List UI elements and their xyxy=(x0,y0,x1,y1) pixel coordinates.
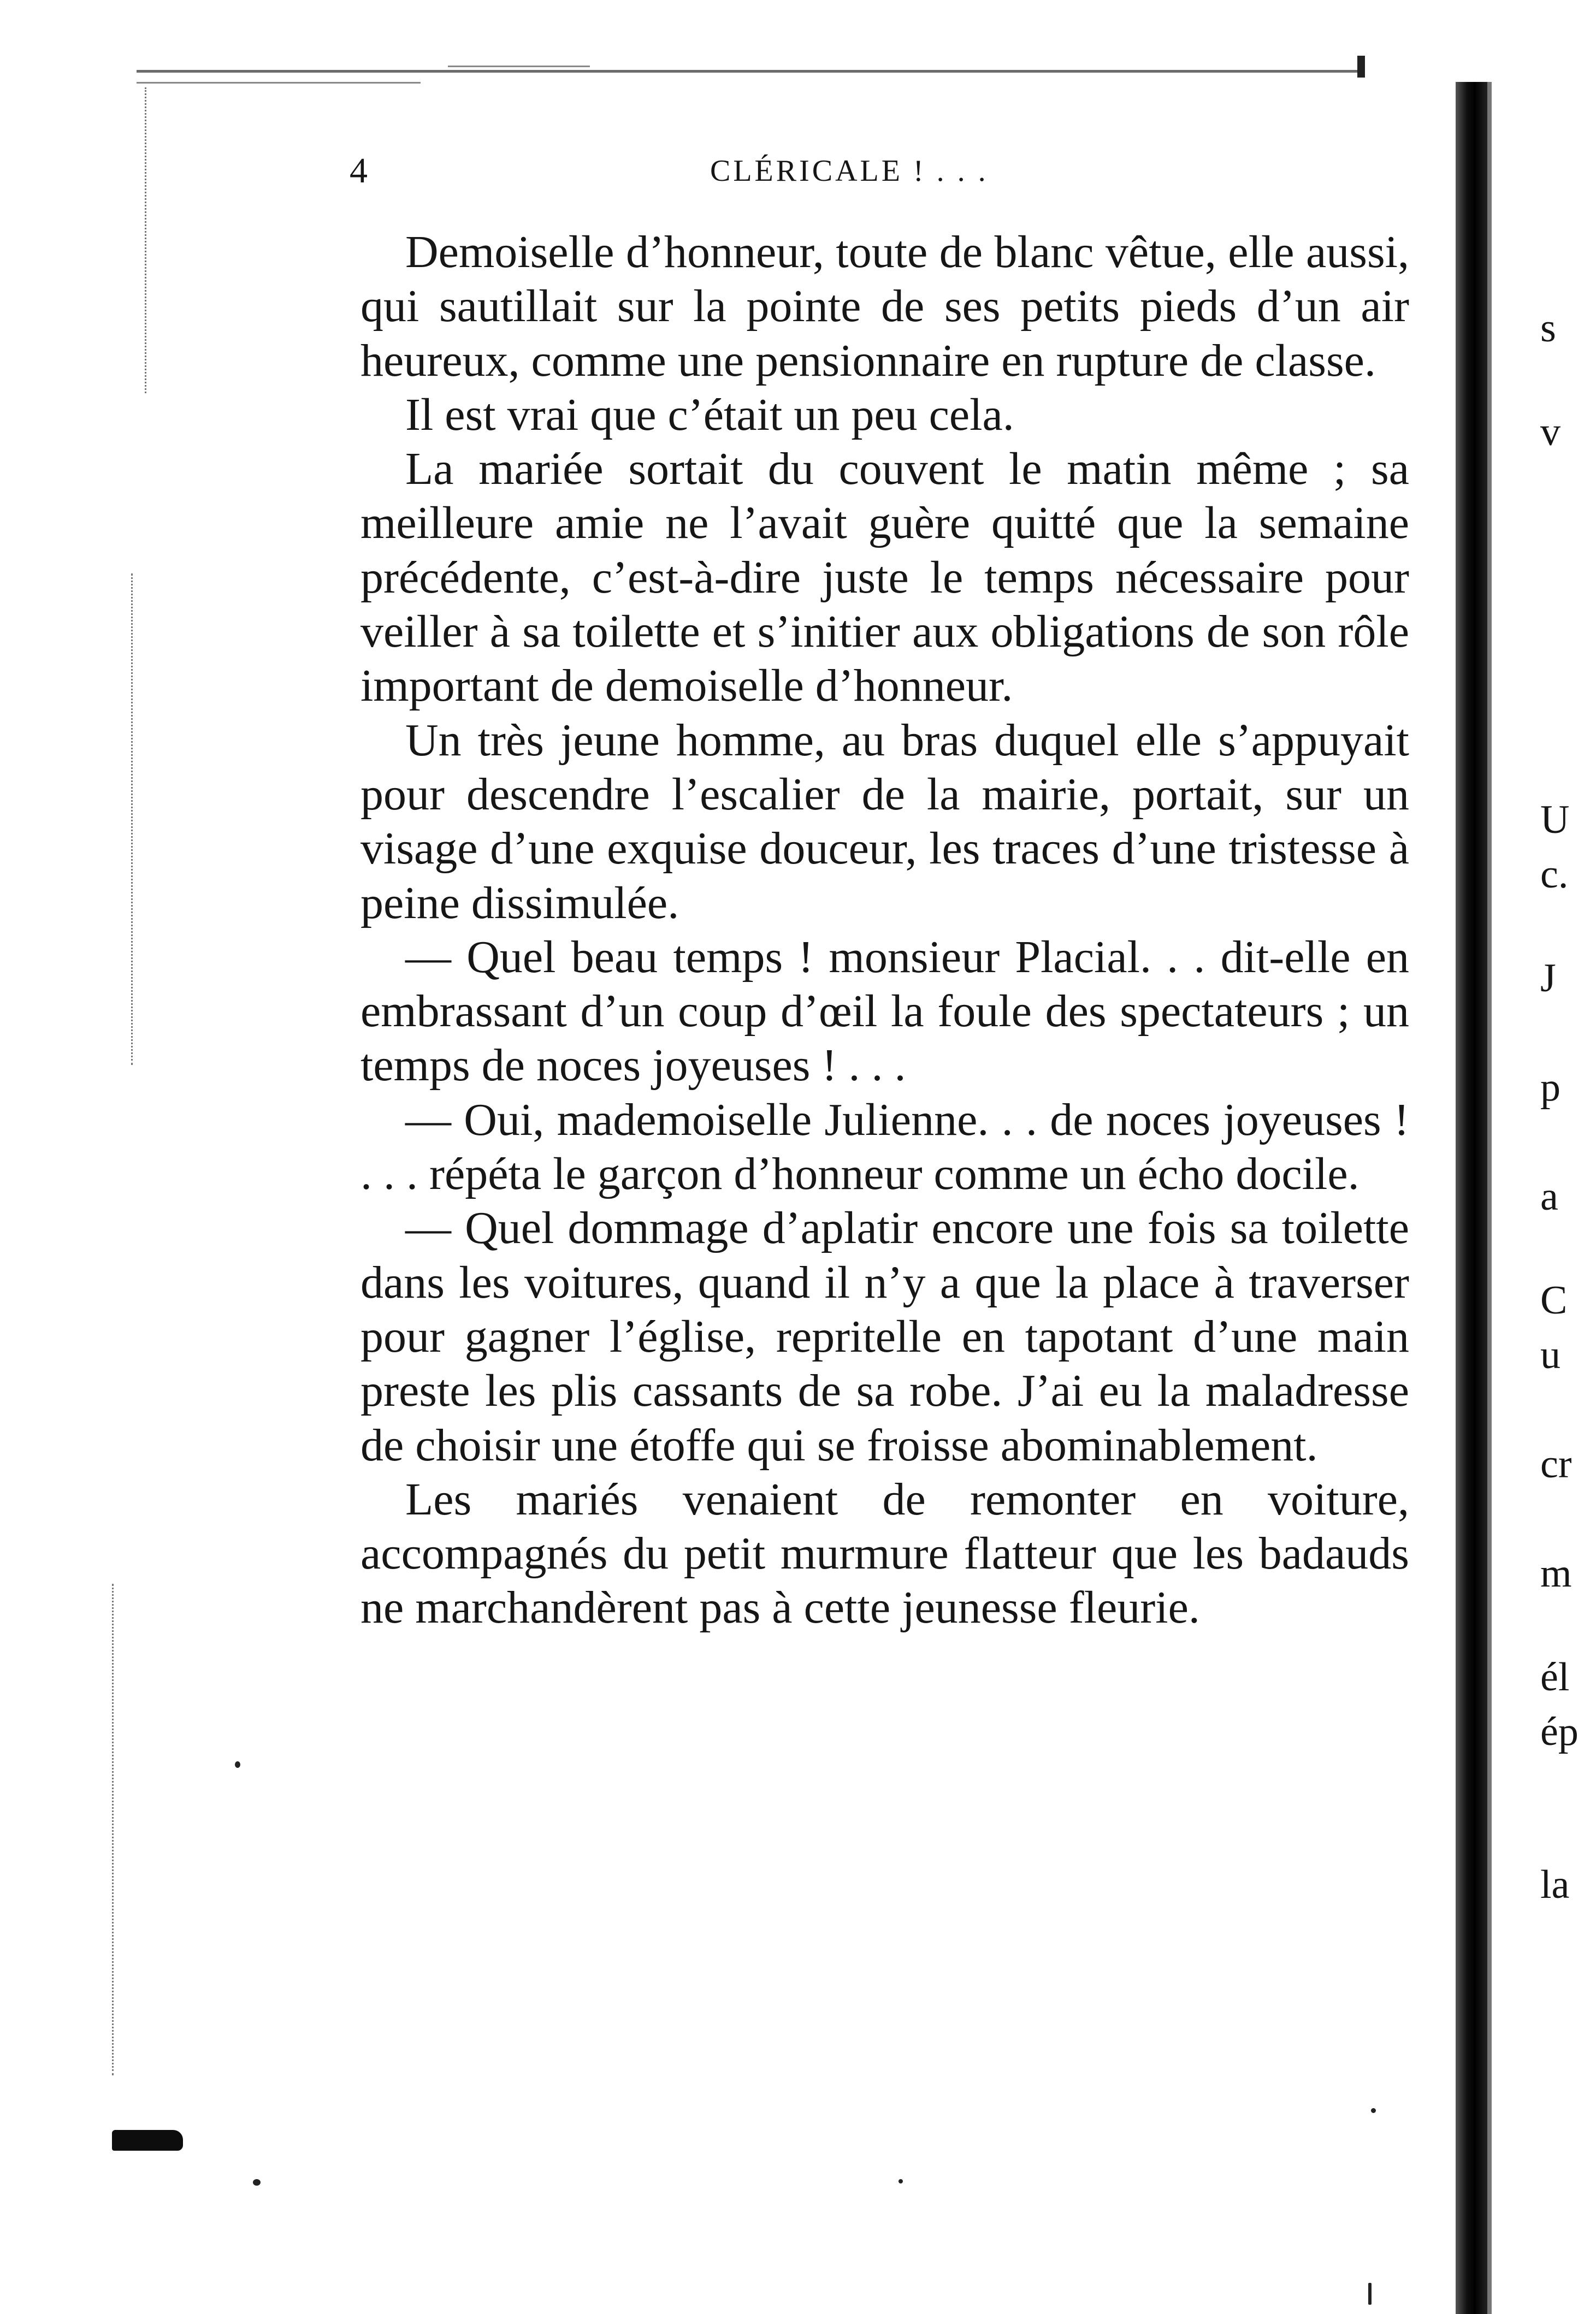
facing-page-fragments xyxy=(1540,225,1596,1973)
top-rule xyxy=(137,70,1360,73)
scan-noise xyxy=(112,1584,115,2075)
facing-page-fragment: él xyxy=(1540,1655,1570,1700)
paragraph: — Oui, mademoiselle Julienne. . . de noces joyeuses ! . . . répéta le garçon d’honneur comme un écho docile. xyxy=(360,1094,1409,1200)
running-head xyxy=(350,146,1223,196)
page-number: 4 xyxy=(350,151,368,191)
scan-dash xyxy=(137,82,421,84)
ink-speck xyxy=(253,2179,261,2186)
facing-page-fragment: p xyxy=(1540,1065,1560,1110)
facing-page-fragment: J xyxy=(1540,956,1556,1001)
ink-speck xyxy=(1368,2283,1372,2305)
facing-page-fragment: cr xyxy=(1540,1442,1572,1487)
ink-blot xyxy=(112,2130,183,2151)
paragraph: — Quel beau temps ! monsieur Placial. . . dit-elle en embrassant d’un coup d’œil la foule des spectateurs ; un temps de noces joyeuses ! . . . xyxy=(360,931,1409,1091)
paragraph: Demoiselle d’honneur, toute de blanc vêtue, elle aussi, qui sautillait sur la pointe de ses petits pieds d’un air heureux, comme une pensionnaire en rupture de classe. xyxy=(360,227,1409,386)
scan-noise xyxy=(131,573,134,1065)
ink-speck xyxy=(899,2179,903,2183)
scan-noise xyxy=(145,87,148,393)
book-spine-edge xyxy=(1487,82,1492,2314)
paragraph: Il est vrai que c’était un peu cela. xyxy=(405,389,1014,440)
top-rule-mark xyxy=(1357,56,1365,78)
body-text xyxy=(360,225,1409,1635)
paragraph: — Quel dommage d’aplatir encore une fois sa toilette dans les voitures, quand il n’y a que la place à traverser pour gagner l’église, repritelle en tapotant d’une main preste les plis cassants de sa robe. J’ai eu la maladresse de choisir une étoffe qui se froisse abominablement. xyxy=(360,1203,1409,1471)
facing-page-fragment: v xyxy=(1540,410,1560,454)
paragraph: La mariée sortait du couvent le matin même ; sa meilleure amie ne l’avait guère quitté que la semaine précédente, c’est-à-dire juste le temps nécessaire pour veiller à sa toilette et s’initier aux obligations de son rôle important de demoiselle d’honneur. xyxy=(360,443,1409,712)
running-title: CLÉRICALE ! . . . xyxy=(710,154,989,188)
book-spine-shadow xyxy=(1456,82,1487,2314)
scan-dash xyxy=(448,66,590,67)
facing-page-fragment: u xyxy=(1540,1333,1560,1377)
facing-page-fragment: U xyxy=(1540,797,1570,842)
facing-page-fragment: a xyxy=(1540,1174,1558,1219)
ink-speck xyxy=(235,1761,240,1768)
facing-page-fragment: la xyxy=(1540,1862,1570,1907)
facing-page-fragment: s xyxy=(1540,306,1556,351)
paragraph: Les mariés venaient de remonter en voiture, accompagnés du petit murmure flatteur que les badauds ne marchandèrent pas à cette jeunesse fleurie. xyxy=(360,1473,1409,1634)
facing-page-fragment: c. xyxy=(1540,852,1569,897)
facing-page-fragment: C xyxy=(1540,1278,1568,1323)
ink-speck xyxy=(1371,2108,1376,2113)
paragraph: Un très jeune homme, au bras duquel elle s’appuyait pour descendre l’escalier de la mairie, portait, sur un visage d’une exquise douceur, les traces d’une tristesse à peine dissimulée. xyxy=(360,714,1409,928)
facing-page-fragment: m xyxy=(1540,1551,1572,1596)
facing-page-fragment: ép xyxy=(1540,1709,1579,1754)
